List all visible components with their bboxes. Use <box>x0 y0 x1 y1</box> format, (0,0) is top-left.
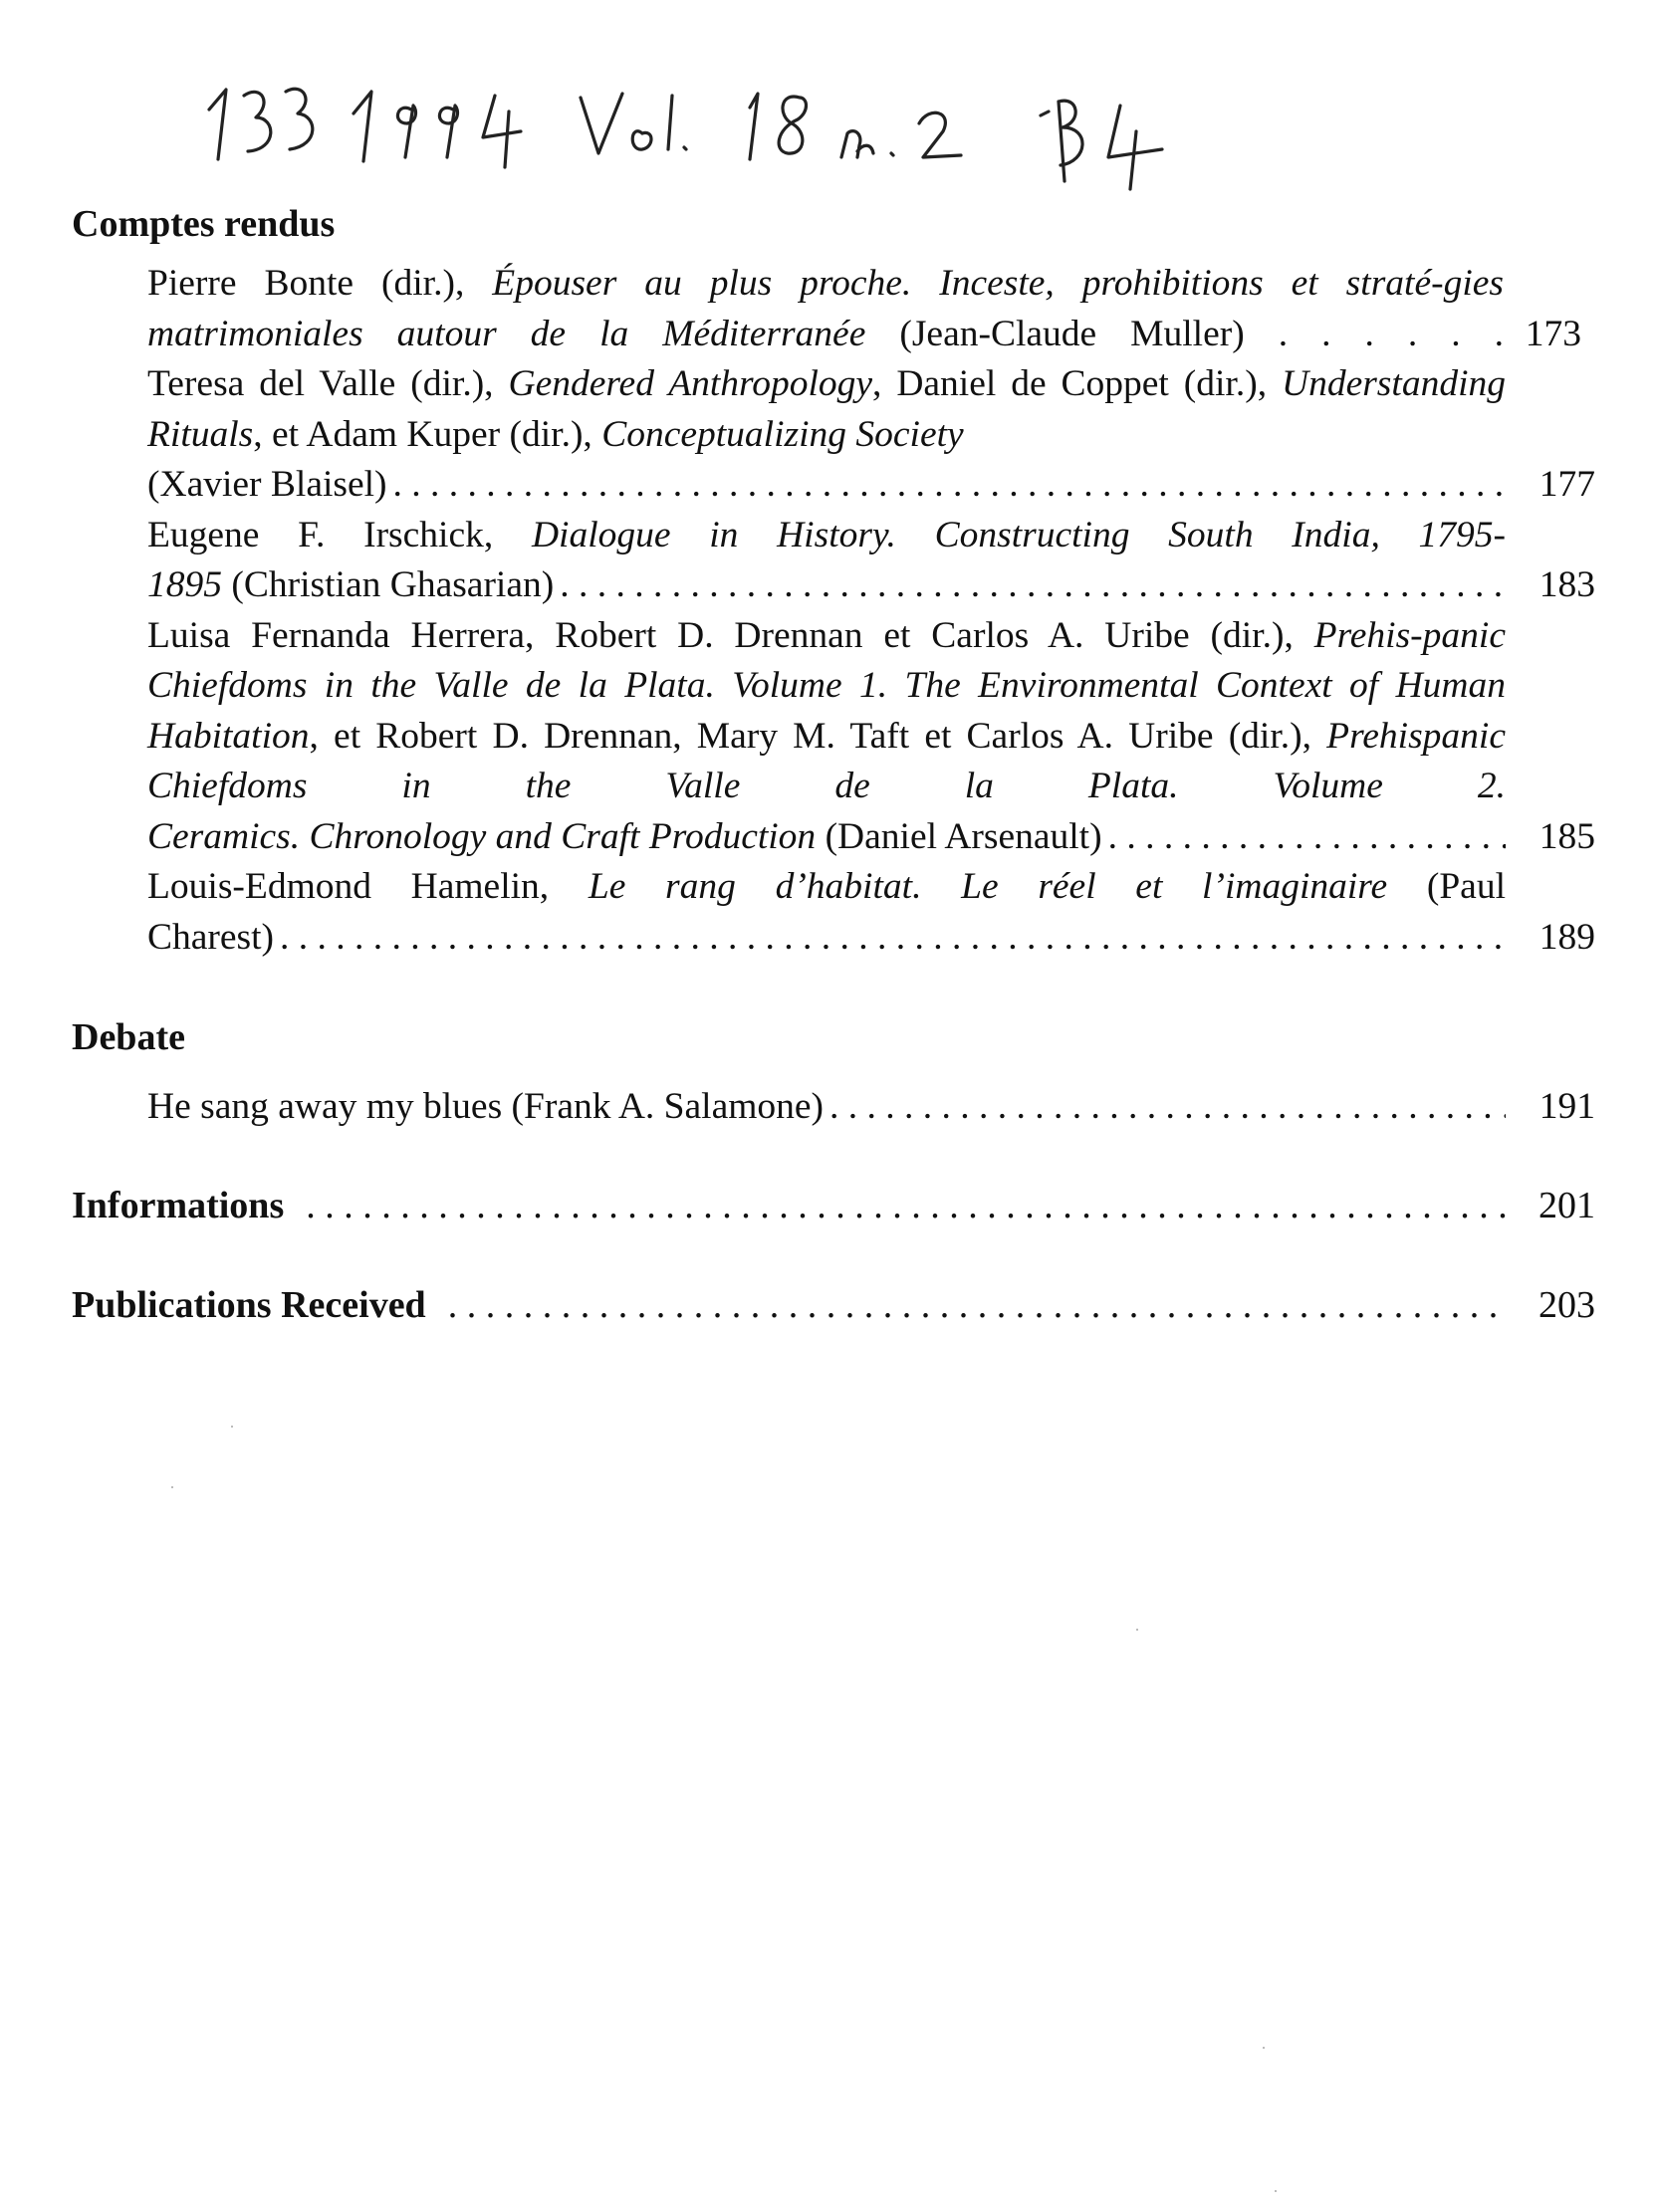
list-item <box>147 511 1595 611</box>
section-title-publications-received: Publications Received <box>72 1283 426 1326</box>
list-item <box>147 259 1595 359</box>
entry-title: 1895 <box>147 564 222 605</box>
entry-text <box>147 862 1506 913</box>
dot-leader <box>393 460 1506 511</box>
entry-text <box>147 359 1506 460</box>
toc-entry-informations <box>72 1181 1595 1230</box>
entry-text <box>147 511 1506 561</box>
entry-reviewer: Charest) <box>147 916 275 958</box>
entry-title: Épouser au plus proche. Inceste, prohibitions et straté-gies matrimoniales autour de la Méditerranée <box>147 263 1504 354</box>
entry-title: Gendered Anthropology <box>508 363 873 404</box>
list-item <box>147 862 1595 963</box>
dot-leader <box>829 1082 1506 1133</box>
entry-leader-line <box>147 1082 1595 1133</box>
entry-author: Teresa del Valle (dir.), <box>147 363 509 404</box>
debate-entries <box>72 1082 1595 1133</box>
list-item <box>147 359 1595 511</box>
entry-reviewer: (Christian Ghasarian) <box>222 564 555 605</box>
entry-leader-line: Pierre Bonte (dir.), Épouser au plus proche. Inceste, prohibitions et straté-gies matrimoniales autour de la Méditerranée (Jean-Claude Muller) . . . . . . 173 <box>147 259 1595 359</box>
entry-connector: , et Robert D. Drennan, Mary M. Taft et Carlos A. Uribe (dir.), <box>309 715 1327 757</box>
entry-author: Eugene F. Irschick, <box>147 514 532 555</box>
section-title-debate: Debate <box>72 1016 185 1058</box>
entry-reviewer: (Xavier Blaisel) <box>147 464 387 505</box>
entry-title: Conceptualizing Society <box>601 413 964 455</box>
entry-title: Understanding Rituals <box>147 363 1506 455</box>
scan-speck <box>1275 2190 1277 2192</box>
dot-leader <box>280 913 1506 964</box>
entry-title: Dialogue in History. Constructing South India, 1795- <box>531 514 1507 555</box>
entry-page-number[interactable]: 203 <box>1539 1283 1595 1326</box>
section-title-informations: Informations <box>72 1184 285 1226</box>
entry-connector: , Daniel de Coppet (dir.), <box>872 363 1282 404</box>
toc-entry-publications-received <box>72 1280 1595 1330</box>
entry-page-number[interactable]: 189 <box>1539 916 1595 958</box>
entry-page-number[interactable]: 183 <box>1539 564 1595 605</box>
list-item <box>147 611 1595 863</box>
entry-leader-line <box>147 913 1595 964</box>
section-title-comptes-rendus: Comptes rendus <box>72 203 336 245</box>
comptes-rendus-entries <box>72 259 1595 963</box>
entry-connector: (Paul <box>1387 866 1506 907</box>
scan-speck <box>231 1426 233 1428</box>
handwritten-note <box>204 62 1399 211</box>
entry-connector: , et Adam Kuper (dir.), <box>253 413 602 455</box>
table-of-contents <box>72 199 1595 1330</box>
entry-page-number[interactable]: 177 <box>1539 464 1595 505</box>
entry-title: Le rang d’habitat. Le réel et l’imaginaire <box>588 866 1388 907</box>
entry-reviewer: (Daniel Arsenault) <box>816 815 1102 857</box>
dot-leader <box>306 1181 1506 1230</box>
entry-leader-line <box>147 560 1595 611</box>
scan-speck <box>171 1486 173 1488</box>
entry-page-number[interactable]: 201 <box>1539 1184 1595 1226</box>
entry-title: Prehis-panic Chiefdoms in the Valle de la Plata. Volume 1. The Environmental Context of Human Habitation <box>147 614 1506 757</box>
entry-text <box>147 611 1506 812</box>
scan-speck <box>1263 2047 1265 2049</box>
entry-author: Pierre Bonte (dir.), <box>147 263 493 304</box>
dot-leader <box>448 1280 1506 1330</box>
entry-reviewer: (Jean-Claude Muller) <box>865 313 1245 354</box>
entry-text: He sang away my blues (Frank A. Salamone) <box>147 1086 825 1127</box>
entry-title: Prehispanic Chiefdoms in the Valle de la Plata. Volume 2. <box>147 715 1506 806</box>
list-item <box>147 1082 1595 1133</box>
entry-author: Luisa Fernanda Herrera, Robert D. Drennan et Carlos A. Uribe (dir.), <box>147 614 1314 656</box>
entry-author: Louis-Edmond Hamelin, <box>147 866 589 907</box>
entry-page-number[interactable]: 191 <box>1539 1086 1595 1127</box>
handwritten-note-drawing <box>204 62 1399 211</box>
dot-leader <box>560 560 1506 611</box>
entry-leader-line <box>147 460 1595 511</box>
entry-leader-line <box>147 812 1595 863</box>
scan-speck <box>1136 1629 1138 1631</box>
entry-title: Ceramics. Chronology and Craft Production <box>147 815 817 857</box>
entry-page-number[interactable]: 185 <box>1539 815 1595 857</box>
entry-page-number[interactable]: 173 <box>1525 313 1581 354</box>
dot-leader <box>1108 812 1506 863</box>
